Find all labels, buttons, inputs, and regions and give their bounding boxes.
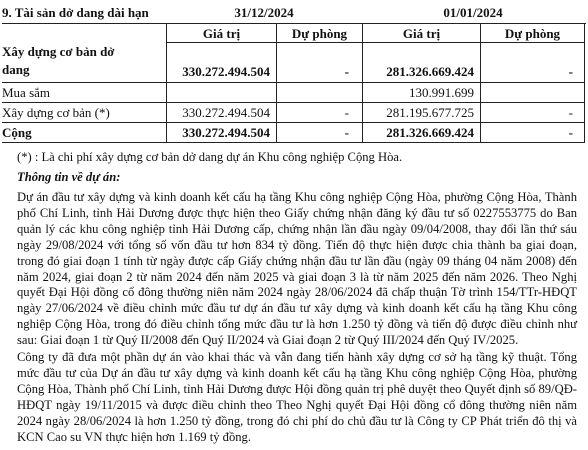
period-end-header: 31/12/2024: [234, 5, 294, 20]
row-label-line2: dang: [2, 62, 30, 77]
table-top-rule: [2, 23, 586, 24]
table-row-rule: [2, 102, 585, 103]
table-cell: 281.326.669.424: [386, 64, 474, 79]
table-cell: -: [568, 125, 573, 140]
column-header: Giá trị: [402, 26, 441, 41]
table-cell: -: [344, 105, 349, 120]
table-cell: 281.326.669.424: [386, 125, 474, 140]
total-label: Cộng: [2, 125, 32, 140]
row-label: Mua sắm: [2, 85, 51, 100]
table-column-divider: [584, 23, 585, 143]
project-paragraph: Dự án đầu tư xây dựng và kinh doanh kết cấu hạ tầng Khu công nghiệp Cộng Hòa, phường Cộng Hòa, Thành phố Chí Linh, tỉnh Hải Dương được thực hiện theo Giấy chứng nhận đăng ký đầu tư số 0227553775 do Ban quản lý các khu công nghiệp tỉnh Hải Dương cấp, chứng nhận lần đầu ngày 09/04/2008, thay đổi lần thứ sáu ngày 29/08/2024 với tổng số vốn đầu tư hơn 834 tỷ đồng. Tiến độ thực hiện được chia thành ba giai đoạn, trong đó giai đoạn 1 tính từ ngày được cấp Giấy chứng nhận đầu tư lần đầu (ngày 09 tháng 04 năm 2008) đến năm 2024, giai đoạn 2 từ năm 2024 đến năm 2025 và giai đoạn 3 là từ năm 2025 đến năm 2026. Theo Nghị quyết Đại Hội đồng cổ đông thường niên năm 2024 ngày 28/06/2024 đã chấp thuận Tờ trình 154/TTr-HĐQT ngày 27/06/2024 về điều chỉnh mức đầu tư dự án đầu tư xây dựng và kinh doanh kết cấu hạ tầng Khu công nghiệp Cộng Hòa, trong đó điều chỉnh tổng mức đầu tư là hơn 1.250 tỷ đồng và tiến độ được điều chỉnh như sau: Giai đoạn 1 từ Quý II/2008 đến Quý II/2024 và Giai đoạn 2 từ Quý III/2024 đến Quý IV/2025.: [17, 190, 577, 348]
table-cell: -: [568, 105, 573, 120]
footnote: (*) : Là chi phí xây dựng cơ bản dở dang dự án Khu công nghiệp Cộng Hòa.: [17, 150, 403, 164]
table-cell: -: [568, 64, 573, 79]
table-header-rule: [166, 42, 585, 43]
table-bottom-rule: [2, 142, 585, 143]
row-label-line1: Xây dựng cơ bản dở: [2, 44, 115, 59]
column-header: Giá trị: [202, 26, 241, 41]
project-paragraph: Công ty đã đưa một phần dự án vào khai thác và vẫn đang tiến hành xây dựng cơ sở hạ tầng kỹ thuật. Tổng mức đầu tư của Dự án đầu tư xây dựng và kinh doanh kết cấu hạ tầng Khu công nghiệp Cộng Hòa, phường Cộng Hòa, Thành phố Chí Linh, tỉnh Hải Dương được Hội đồng quản trị phê duyệt theo Quyết định số 89/QĐ-HĐQT ngày 19/11/2015 và được điều chỉnh theo Theo Nghị quyết Đại Hội đồng cổ đông thường niên năm 2024 ngày 28/06/2024 là hơn 1.250 tỷ đồng, trong đó chi phí do chủ đầu tư là Công ty CP Phát triển đô thị và KCN Cao su VN thực hiện hơn 1.169 tỷ đồng.: [17, 350, 577, 444]
table-cell: 330.272.494.504: [182, 125, 270, 140]
table-cell: 330.272.494.504: [182, 105, 270, 120]
table-cell: -: [344, 64, 349, 79]
column-header: Dự phòng: [504, 26, 561, 41]
table-row-rule: [2, 82, 585, 83]
period-start-header: 01/01/2024: [443, 5, 503, 20]
table-cell: 281.195.677.725: [386, 105, 474, 120]
table-cell: -: [344, 125, 349, 140]
info-heading: Thông tin về dự án:: [17, 170, 121, 184]
row-label: Xây dựng cơ bản (*): [2, 105, 110, 120]
table-cell: 130.991.699: [409, 85, 474, 100]
column-header: Dự phòng: [291, 26, 348, 41]
table-cell: 330.272.494.504: [182, 64, 270, 79]
table-row-rule: [2, 122, 585, 123]
section-title: 9. Tài sản dở dang dài hạn: [2, 5, 149, 20]
